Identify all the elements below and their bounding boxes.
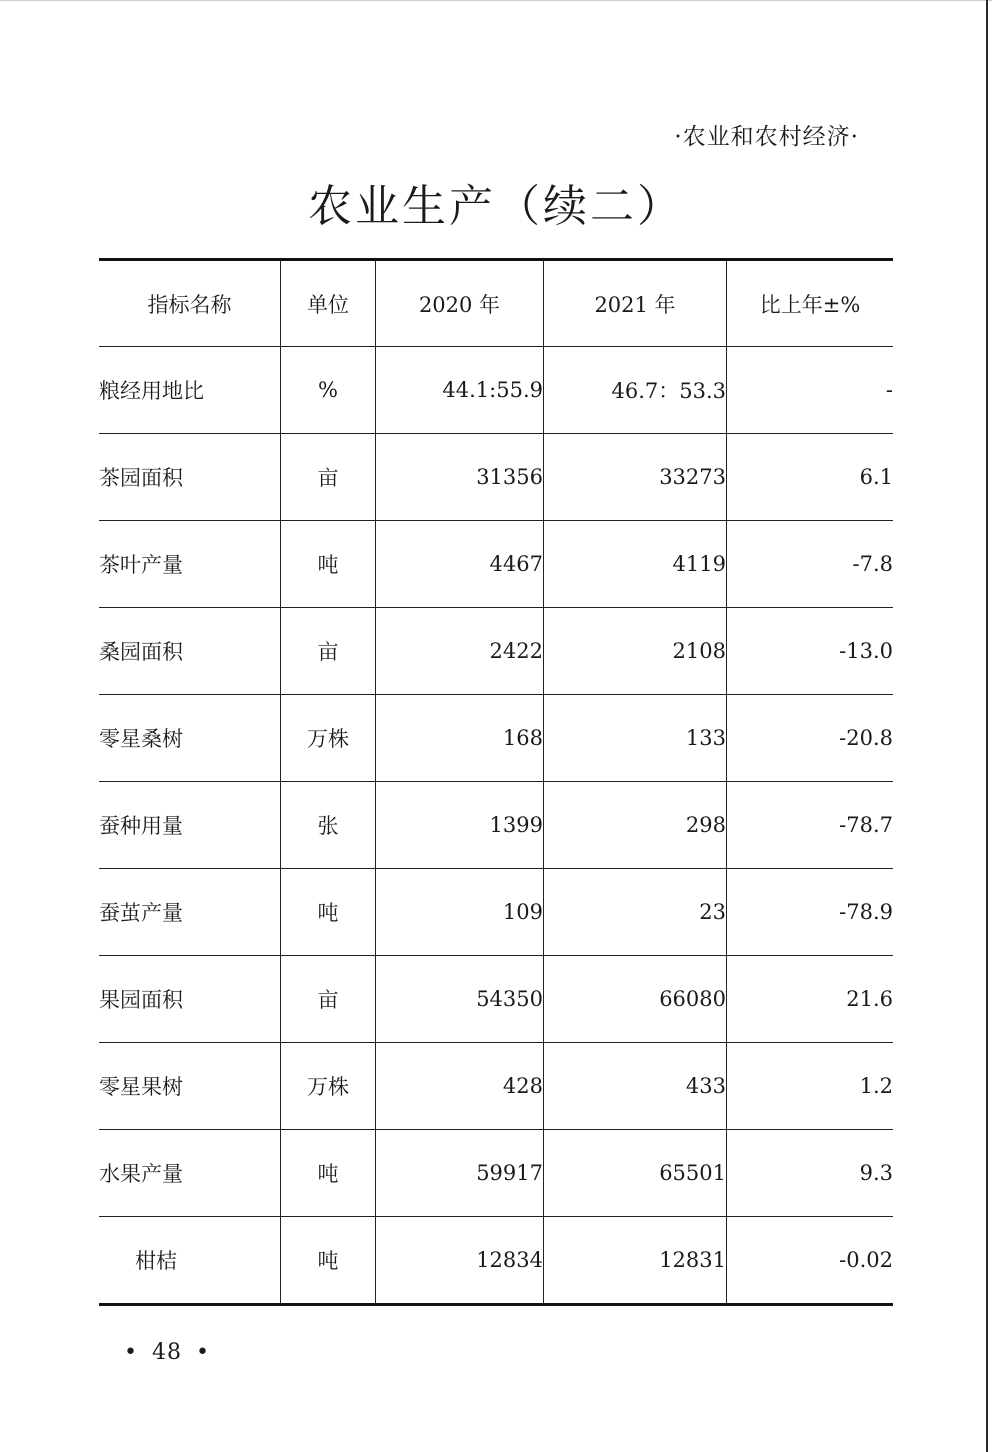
table-row	[99, 1217, 893, 1305]
column-header-unit: 单位	[281, 260, 376, 347]
bullet-right: •	[195, 1340, 210, 1365]
row-value-2021: 33273	[544, 434, 727, 521]
table-row	[99, 695, 893, 782]
page-number	[110, 1340, 224, 1365]
row-change: 21.6	[727, 956, 894, 1043]
row-unit: 亩	[281, 956, 376, 1043]
row-unit: 亩	[281, 434, 376, 521]
column-header-change: 比上年±%	[727, 260, 894, 347]
table-row	[99, 956, 893, 1043]
row-value-2020: 109	[376, 869, 544, 956]
table-row	[99, 434, 893, 521]
row-change: -20.8	[727, 695, 894, 782]
row-change: -7.8	[727, 521, 894, 608]
table-row	[99, 782, 893, 869]
row-value-2021: 2108	[544, 608, 727, 695]
row-unit: 吨	[281, 869, 376, 956]
row-change: 1.2	[727, 1043, 894, 1130]
table-header-row	[99, 260, 893, 347]
table-row	[99, 1130, 893, 1217]
row-name: 果园面积	[99, 956, 281, 1043]
row-value-2021: 4119	[544, 521, 727, 608]
row-value-2020: 12834	[376, 1217, 544, 1305]
row-value-2021: 66080	[544, 956, 727, 1043]
row-change: 9.3	[727, 1130, 894, 1217]
table-row	[99, 608, 893, 695]
row-unit: 万株	[281, 695, 376, 782]
row-value-2020: 54350	[376, 956, 544, 1043]
row-unit: 吨	[281, 1130, 376, 1217]
row-value-2020: 2422	[376, 608, 544, 695]
row-value-2020: 428	[376, 1043, 544, 1130]
row-value-2020: 168	[376, 695, 544, 782]
column-header-2020: 2020 年	[376, 260, 544, 347]
row-value-2020: 1399	[376, 782, 544, 869]
row-value-2021: 12831	[544, 1217, 727, 1305]
row-unit: 吨	[281, 1217, 376, 1305]
table-row	[99, 869, 893, 956]
row-value-2020: 59917	[376, 1130, 544, 1217]
row-unit: 亩	[281, 608, 376, 695]
page-top-edge	[0, 0, 992, 1]
row-name: 零星果树	[99, 1043, 281, 1130]
page-title: 农业生产（续二）	[308, 181, 684, 232]
row-unit: 张	[281, 782, 376, 869]
row-unit: %	[281, 347, 376, 434]
row-unit: 吨	[281, 521, 376, 608]
row-name: 茶叶产量	[99, 521, 281, 608]
table-row	[99, 521, 893, 608]
row-value-2020: 4467	[376, 521, 544, 608]
column-header-indicator: 指标名称	[99, 260, 281, 347]
row-value-2021: 46.7：53.3	[544, 347, 727, 434]
statistics-table	[99, 258, 893, 1306]
row-value-2021: 23	[544, 869, 727, 956]
row-change: -	[727, 347, 894, 434]
row-change: 6.1	[727, 434, 894, 521]
row-change: -0.02	[727, 1217, 894, 1305]
row-value-2020: 44.1:55.9	[376, 347, 544, 434]
row-name: 柑桔	[135, 1249, 177, 1273]
row-name: 桑园面积	[99, 608, 281, 695]
row-name: 零星桑树	[99, 695, 281, 782]
row-unit: 万株	[281, 1043, 376, 1130]
row-name: 蚕种用量	[99, 782, 281, 869]
table-row	[99, 1043, 893, 1130]
row-value-2020: 31356	[376, 434, 544, 521]
page-number-value: 48	[151, 1340, 182, 1365]
row-change: -78.7	[727, 782, 894, 869]
row-name: 粮经用地比	[99, 347, 281, 434]
section-header: ·农业和农村经济·	[674, 124, 859, 150]
row-value-2021: 298	[544, 782, 727, 869]
row-name: 蚕茧产量	[99, 869, 281, 956]
row-value-2021: 133	[544, 695, 727, 782]
row-value-2021: 65501	[544, 1130, 727, 1217]
table-row	[99, 347, 893, 434]
row-value-2021: 433	[544, 1043, 727, 1130]
bullet-left: •	[124, 1340, 138, 1365]
row-name: 茶园面积	[99, 434, 281, 521]
column-header-2021: 2021 年	[544, 260, 727, 347]
row-change: -78.9	[727, 869, 894, 956]
row-name: 水果产量	[99, 1130, 281, 1217]
row-change: -13.0	[727, 608, 894, 695]
